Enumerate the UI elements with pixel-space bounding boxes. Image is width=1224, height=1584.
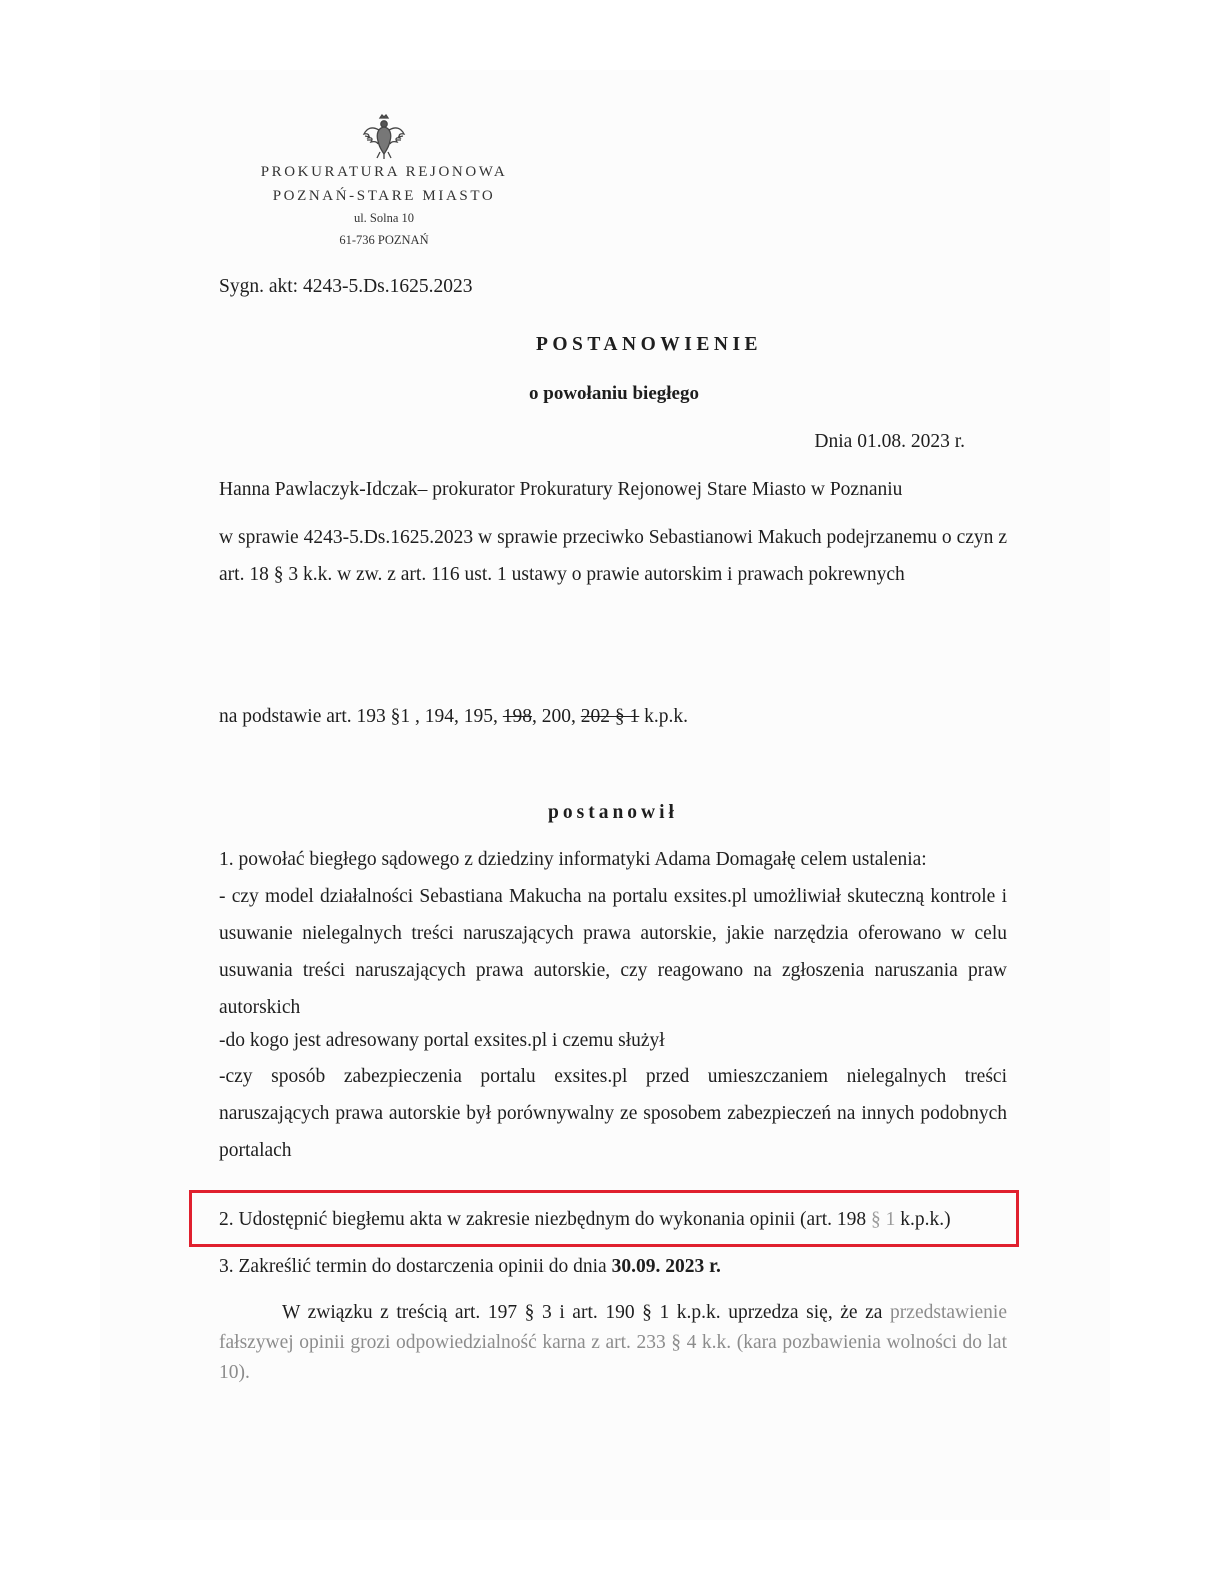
item1-bullet2: -do kogo jest adresowany portal exsites.pl i czemu służył <box>219 1030 665 1051</box>
legal-basis-struck-202: 202 § 1 <box>580 706 640 727</box>
case-reference: Sygn. akt: 4243-5.Ds.1625.2023 <box>219 276 473 297</box>
case-description: w sprawie 4243-5.Ds.1625.2023 w sprawie przeciwko Sebastianowi Makuch podejrzanemu o czyn z art. 18 § 3 k.k. w zw. z art. 116 ust. 1 ustawy o prawie autorskim i prawach pokrewnych <box>219 527 1007 585</box>
office-name-line1: PROKURATURA REJONOWA <box>260 164 508 180</box>
document-date: Dnia 01.08. 2023 r. <box>814 431 965 452</box>
warning-part1: W związku z treścią art. 197 § 3 i art. 190 § 1 k.p.k. uprzedza się, że za <box>282 1302 891 1323</box>
item1-bullet3: -czy sposób zabezpieczenia portalu exsites.pl przed umieszczaniem nielegalnych treści naruszających prawa autorskie był porównywalny ze sposobem zabezpieczeń na innych podobnych portalach <box>219 1066 1007 1161</box>
office-street: ul. Solna 10 <box>353 211 415 225</box>
item1-bullet1: - czy model działalności Sebastiana Makucha na portalu exsites.pl umożliwiał skuteczną kontrole i usuwanie nielegalnych treści naruszających prawa autorskie, jakie narzędzia oferowano w celu usuwania treści naruszających prawa autorskie, czy reagowano na zgłoszenia naruszania praw autorskich <box>219 886 1007 1018</box>
office-postal: 61-736 POZNAŃ <box>339 233 429 247</box>
legal-basis-struck-198: 198 <box>502 706 533 727</box>
item2-text <box>219 1208 951 1232</box>
legal-basis-prefix: na podstawie art. 193 §1 , 194, 195, <box>219 706 503 727</box>
legal-basis-suffix: k.p.k. <box>639 706 689 727</box>
item2-main: 2. Udostępnić biegłemu akta w zakresie niezbędnym do wykonania opinii (art. 198 <box>219 1209 871 1230</box>
office-name-line2: POZNAŃ-STARE MIASTO <box>272 188 496 204</box>
warning-paragraph <box>219 1298 1007 1388</box>
item2-end: k.p.k.) <box>895 1209 951 1230</box>
warning-part2: przedstawienie fałszywej opinii grozi odpowiedzialność karna z art. 233 § 4 k.k. (kara pozbawienia wolności do lat 10). <box>219 1302 1007 1383</box>
prosecutor-line: Hanna Pawlaczyk-Idczak– prokurator Prokuratury Rejonowej Stare Miasto w Poznaniu <box>219 479 903 500</box>
item2-faint: § 1 <box>870 1209 896 1230</box>
document-subtitle: o powołaniu biegłego <box>529 383 699 404</box>
item3-prefix: 3. Zakreślić termin do dostarczenia opinii do dnia <box>219 1256 612 1277</box>
decision-heading: postanowił <box>548 802 678 823</box>
polish-eagle-emblem-icon <box>362 114 406 160</box>
legal-basis-middle: , 200, <box>532 706 581 727</box>
document-title: POSTANOWIENIE <box>535 334 763 355</box>
item1-heading: 1. powołać biegłego sądowego z dziedziny informatyki Adama Domagałę celem ustalenia: <box>219 849 927 870</box>
legal-basis <box>219 705 688 729</box>
item3-deadline: 30.09. 2023 r. <box>611 1256 721 1277</box>
item3-text <box>219 1255 721 1279</box>
